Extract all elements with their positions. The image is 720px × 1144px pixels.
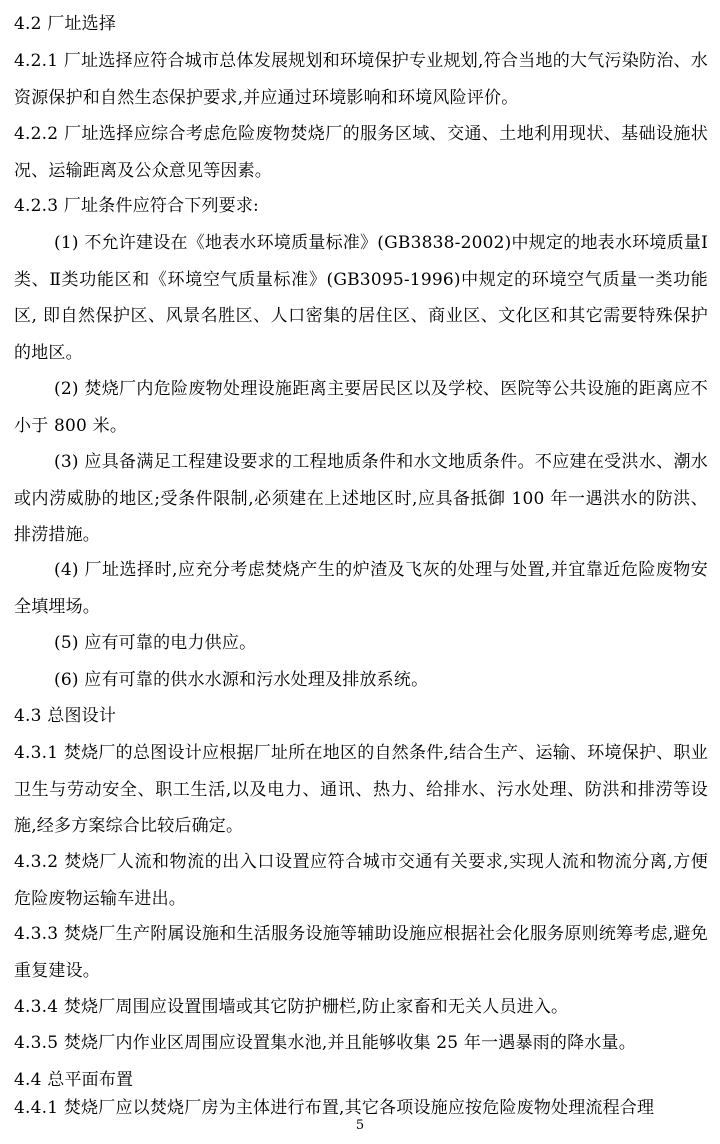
clause-4-3-1: 4.3.1 焚烧厂的总图设计应根据厂址所在地区的自然条件,结合生产、运输、环境保护、职业卫生与劳动安全、职工生活,以及电力、通讯、热力、给排水、污水处理、防洪和排涝等设施,经多方案综合比较后确定。: [14, 743, 708, 836]
requirement-item-6: (6) 应有可靠的供水水源和污水处理及排放系统。: [54, 670, 429, 690]
section-heading-4-4: 4.4 总平面布置: [14, 1070, 134, 1090]
clause-4-2-1: 4.2.1 厂址选择应符合城市总体发展规划和环境保护专业规划,符合当地的大气污染防治、水资源保护和自然生态保护要求,并应通过环境影响和环境风险评价。: [14, 51, 708, 108]
section-heading-4-2: 4.2 厂址选择: [14, 14, 117, 34]
section-heading-4-3: 4.3 总图设计: [14, 706, 117, 726]
clause-4-3-2: 4.3.2 焚烧厂人流和物流的出入口设置应符合城市交通有关要求,实现人流和物流分离,方便危险废物运输车进出。: [14, 852, 708, 909]
requirement-item-1: (1) 不允许建设在《地表水环境质量标准》(GB3838-2002)中规定的地表水环境质量Ⅰ类、Ⅱ类功能区和《环境空气质量标准》(GB3095-1996)中规定的环境空气质量一类功能区, 即自然保护区、风景名胜区、人口密集的居住区、商业区、文化区和其它需要特殊保护的地区。: [14, 233, 708, 363]
requirement-item-5: (5) 应有可靠的电力供应。: [54, 633, 257, 653]
requirement-item-3: (3) 应具备满足工程建设要求的工程地质条件和水文地质条件。不应建在受洪水、潮水或内涝威胁的地区;受条件限制,必须建在上述地区时,应具备抵御 100 年一遇洪水的防洪、排涝措施。: [14, 452, 708, 545]
clause-4-2-2: 4.2.2 厂址选择应综合考虑危险废物焚烧厂的服务区域、交通、土地利用现状、基础设施状况、运输距离及公众意见等因素。: [14, 124, 708, 181]
clause-4-4-1: 4.4.1 焚烧厂应以焚烧厂房为主体进行布置,其它各项设施应按危险废物处理流程合理: [14, 1098, 655, 1118]
requirement-item-2: (2) 焚烧厂内危险废物处理设施距离主要居民区以及学校、医院等公共设施的距离应不小于 800 米。: [14, 379, 708, 436]
clause-4-3-3: 4.3.3 焚烧厂生产附属设施和生活服务设施等辅助设施应根据社会化服务原则统筹考虑,避免重复建设。: [14, 924, 708, 981]
clause-4-3-5: 4.3.5 焚烧厂内作业区周围应设置集水池,并且能够收集 25 年一遇暴雨的降水量。: [14, 1033, 636, 1053]
clause-4-3-4: 4.3.4 焚烧厂周围应设置围墙或其它防护栅栏,防止家畜和无关人员进入。: [14, 997, 569, 1017]
clause-4-2-3: 4.2.3 厂址条件应符合下列要求:: [14, 196, 259, 216]
requirement-item-4: (4) 厂址选择时,应充分考虑焚烧产生的炉渣及飞灰的处理与处置,并宜靠近危险废物安全填埋场。: [14, 560, 708, 617]
page-number: 5: [355, 1118, 365, 1133]
